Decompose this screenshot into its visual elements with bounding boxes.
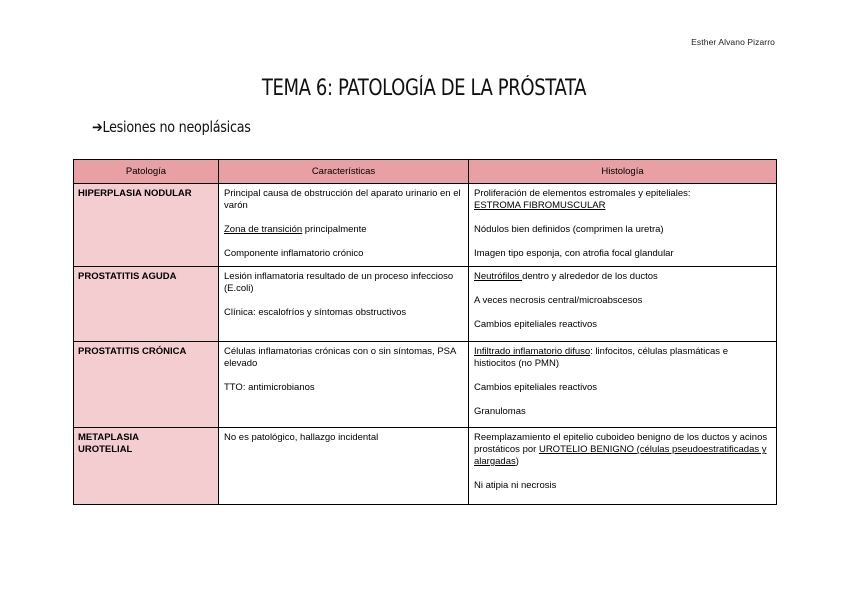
histology-text: Ni atipia ni necrosis [474,480,557,491]
section-label: Lesiones no neoplásicas [102,118,251,136]
histology-text: Cambios epiteliales reactivos [474,319,598,330]
underlined-term: Zona de transición [224,224,303,235]
pathology-name: HIPERPLASIA NODULAR [74,184,219,267]
table-row [74,184,777,267]
histology-text-part: dentro y alrededor de los ductos [522,271,658,282]
author-name: Esther Alvano Pizarro [691,37,775,47]
underlined-term: UROTELIO BENIGNO (células pseudoestratificadas y alargadas [474,444,767,467]
histology-cell [469,428,777,505]
table-row [74,267,777,342]
table-row [74,428,777,505]
feature-text: No es patológico, hallazgo incidental [224,432,379,443]
features-cell [219,342,469,428]
histology-text: Nódulos bien definidos (comprimen la uretra) [474,224,664,235]
histology-text [474,188,771,212]
underlined-term: Neutrófilos [474,271,523,282]
histology-text: Imagen tipo esponja, con atrofia focal glandular [474,248,674,259]
header-pathology: Patología [74,160,219,184]
feature-text: Lesión inflamatoria resultado de un proceso infeccioso (E.coli) [224,271,454,294]
histology-text [474,346,771,370]
feature-text-rest: principalmente [302,224,367,235]
features-cell [219,428,469,505]
histology-text: Granulomas [474,406,526,417]
histology-text: A veces necrosis central/microabscesos [474,295,643,306]
histology-cell [469,342,777,428]
underlined-term: Infiltrado inflamatorio difuso [474,346,591,357]
features-cell [219,184,469,267]
underlined-term: ESTROMA FIBROMUSCULAR [474,200,606,211]
pathology-name: PROSTATITIS AGUDA [74,267,219,342]
histology-text-part: : linfocitos, células plasmáticas e histiocitos (no PMN) [474,346,728,369]
histology-text-part: Proliferación de elementos estromales y epiteliales: [474,188,691,199]
pathology-name: METAPLASIA UROTELIAL [74,428,219,505]
arrow-icon: ➔ [92,118,103,136]
feature-text: Clínica: escalofríos y síntomas obstructivos [224,307,407,318]
histology-cell [469,267,777,342]
pathology-table [73,159,777,505]
histology-text: Cambios epiteliales reactivos [474,382,598,393]
section-heading [92,118,251,136]
features-cell [219,267,469,342]
pathology-name: PROSTATITIS CRÓNICA [74,342,219,428]
table-row [74,342,777,428]
histology-text [474,432,771,468]
feature-text: Componente inflamatorio crónico [224,248,364,259]
feature-text: Células inflamatorias crónicas con o sin síntomas, PSA elevado [224,346,456,369]
feature-text [224,224,463,236]
header-histology: Histología [469,160,777,184]
header-features: Características [219,160,469,184]
page-title: TEMA 6: PATOLOGÍA DE LA PRÓSTATA [261,76,587,101]
feature-text: Principal causa de obstrucción del aparato urinario en el varón [224,188,461,211]
feature-text: TTO: antimicrobianos [224,382,315,393]
histology-text-part: ) [515,456,519,467]
histology-text-part: Reemplazamiento el epitelio cuboideo benigno de los ductos y acinos prostáticos por [474,432,768,455]
histology-cell [469,184,777,267]
table-header-row [74,160,777,184]
histology-text [474,271,771,283]
